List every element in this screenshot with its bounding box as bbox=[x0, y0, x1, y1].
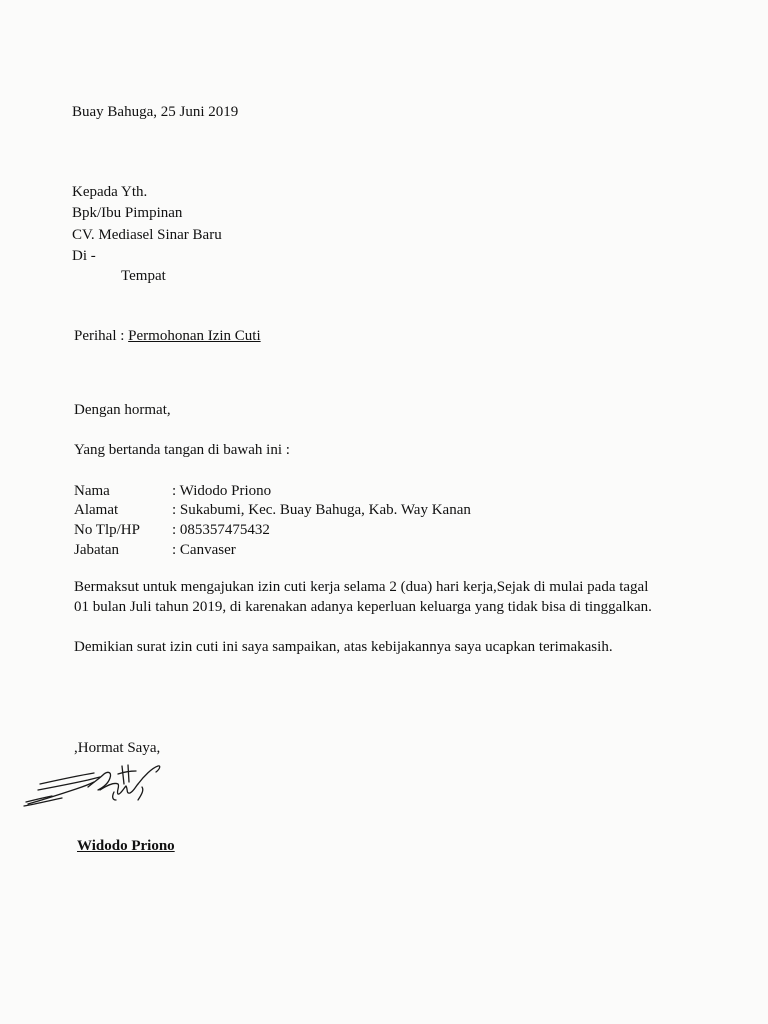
body-paragraph-line-2: 01 bulan Juli tahun 2019, di karenakan adanya keperluan keluarga yang tidak bisa di tinggalkan. bbox=[74, 599, 652, 615]
field-label: Nama bbox=[74, 483, 110, 499]
subject-line bbox=[74, 326, 261, 346]
field-row-name bbox=[74, 481, 271, 501]
closing-paragraph: Demikian surat izin cuti ini saya sampaikan, atas kebijakannya saya ucapkan terimakasih. bbox=[74, 639, 613, 655]
field-label: Alamat bbox=[74, 502, 119, 518]
field-row-address bbox=[74, 500, 471, 520]
field-value: : 085357475432 bbox=[172, 522, 270, 538]
recipient-line-2: Bpk/Ibu Pimpinan bbox=[72, 205, 183, 221]
field-label: Jabatan bbox=[74, 542, 119, 558]
field-row-position bbox=[74, 540, 236, 560]
signer-name: Widodo Priono bbox=[77, 838, 175, 854]
subject-value: Permohonan Izin Cuti bbox=[128, 328, 261, 344]
field-value: : Sukabumi, Kec. Buay Bahuga, Kab. Way Kanan bbox=[172, 502, 471, 518]
regards-text: ,Hormat Saya, bbox=[74, 740, 161, 756]
body-paragraph-line-1: Bermaksut untuk mengajukan izin cuti kerja selama 2 (dua) hari kerja,Sejak di mulai pada tagal bbox=[74, 579, 649, 595]
intro-text: Yang bertanda tangan di bawah ini : bbox=[74, 442, 290, 458]
field-row-phone bbox=[74, 520, 270, 540]
field-value: : Widodo Priono bbox=[172, 483, 272, 499]
recipient-line-1: Kepada Yth. bbox=[72, 184, 148, 200]
recipient-line-3: CV. Mediasel Sinar Baru bbox=[72, 227, 222, 243]
field-label: No Tlp/HP bbox=[74, 522, 140, 538]
recipient-line-5: Tempat bbox=[121, 268, 166, 284]
recipient-line-4: Di - bbox=[72, 248, 96, 264]
place-date: Buay Bahuga, 25 Juni 2019 bbox=[72, 104, 239, 120]
field-value: : Canvaser bbox=[172, 542, 236, 558]
subject-label: Perihal : bbox=[74, 328, 129, 344]
salutation: Dengan hormat, bbox=[74, 402, 171, 418]
handwritten-signature bbox=[18, 760, 168, 810]
